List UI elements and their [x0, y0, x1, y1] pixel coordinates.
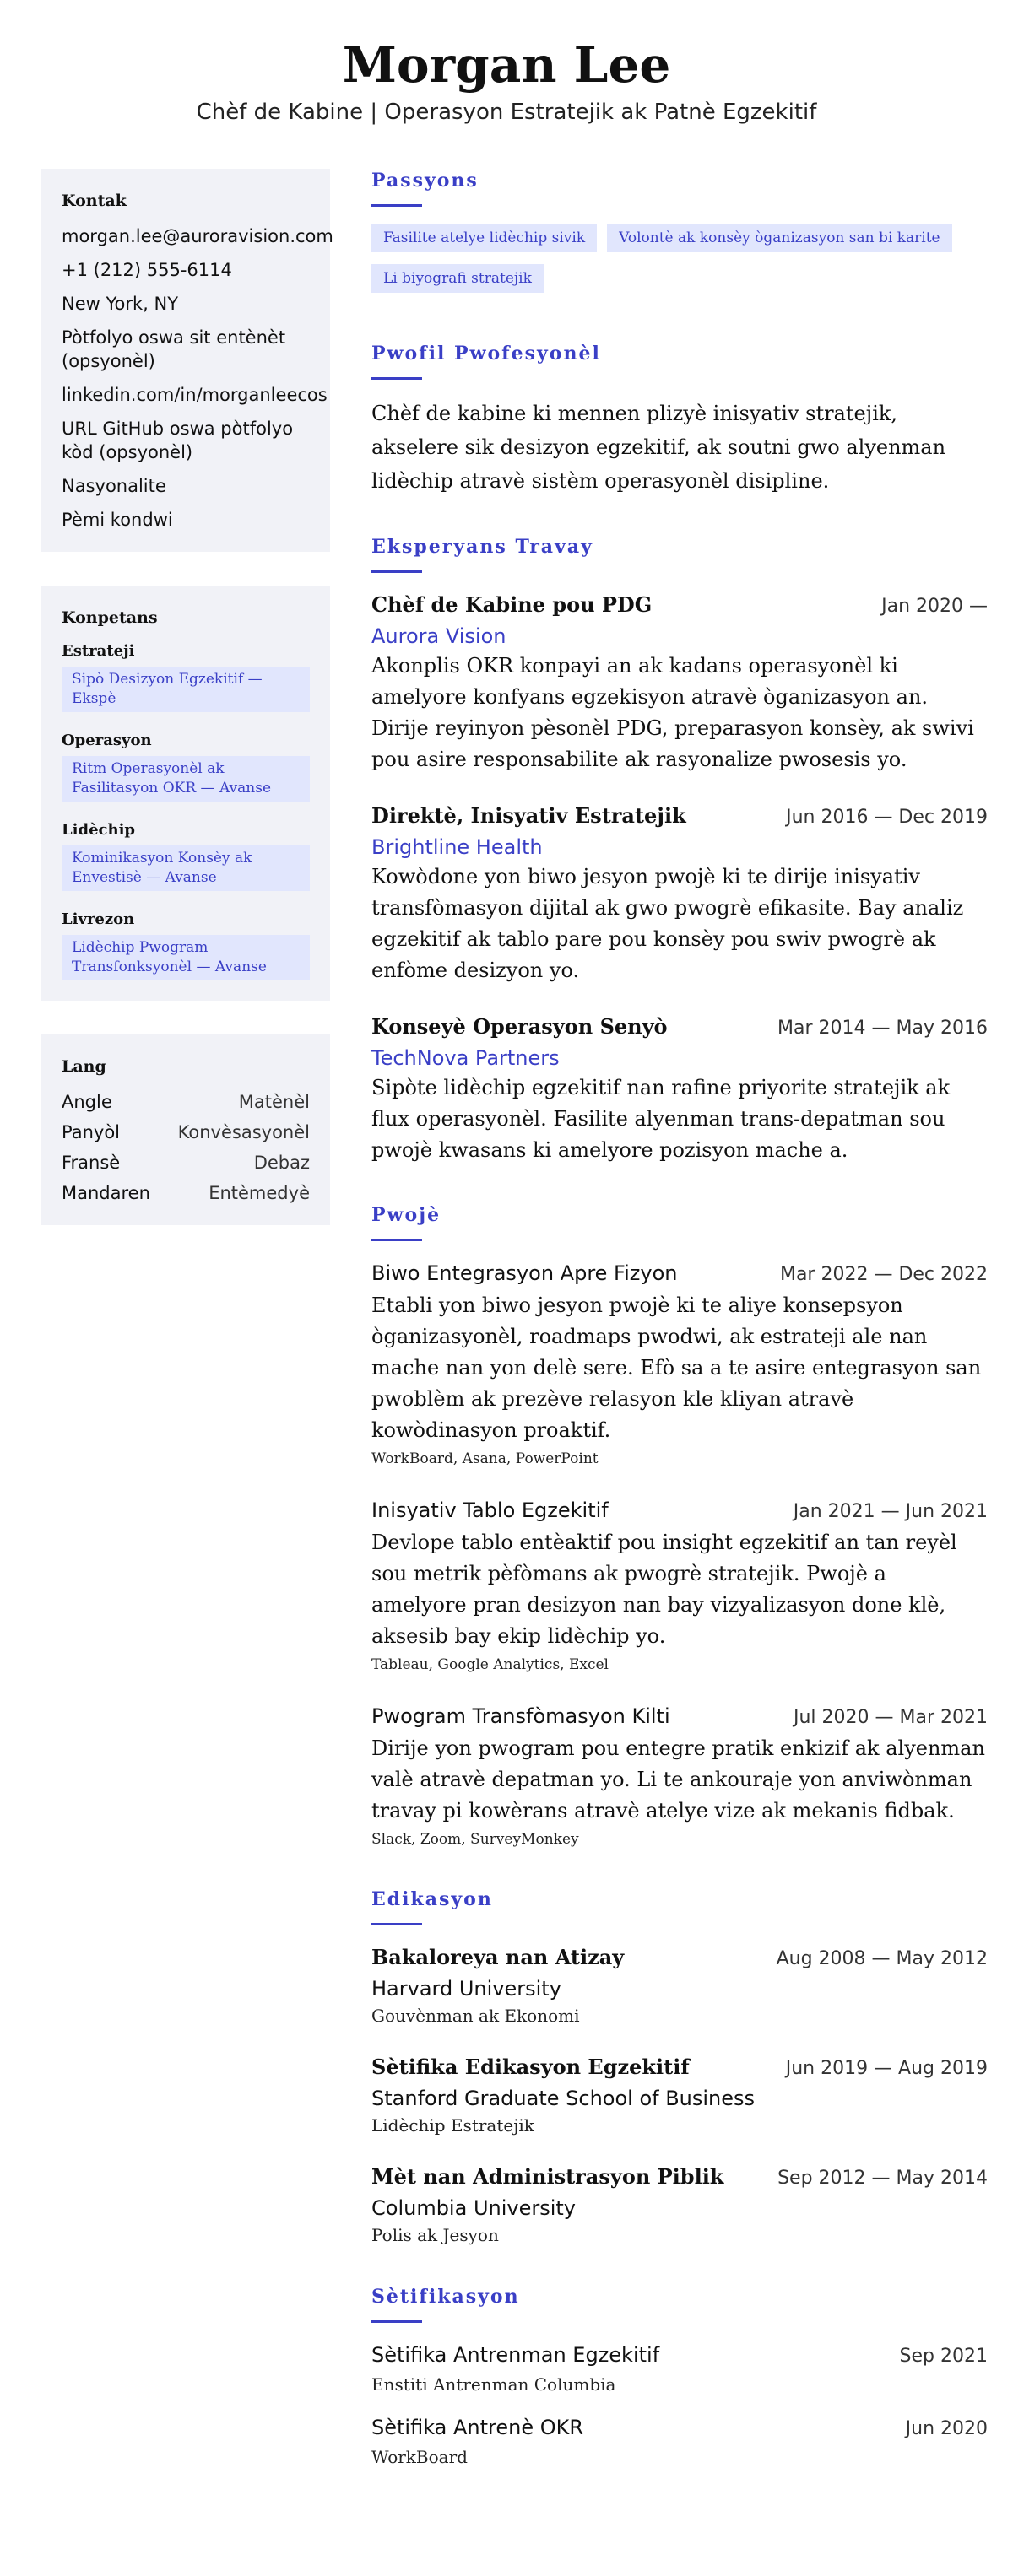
skills-card [41, 586, 330, 1001]
job-description: Akonplis OKR konpayi an ak kadans operasyonèl ki amelyore konfyans egzekisyon atravè òganizasyon an. Dirije reyinyon pèsonèl PDG, preparasyon konsèy, ak swivi pou asire responsabilite ak rasyonalize pwosesis yo. [371, 654, 974, 771]
skill-group-title: Lidèchip [62, 821, 136, 839]
contact-location: New York, NY [62, 294, 179, 314]
project-entry [371, 1495, 988, 1676]
skill-tag: Sipò Desizyon Egzekitif — Ekspè [62, 667, 310, 712]
project-name: Biwo Entegrasyon Apre Fizyon [371, 1261, 678, 1285]
section-divider [371, 2320, 422, 2323]
skill-group [62, 641, 310, 712]
contact-phone[interactable]: +1 (212) 555-6114 [62, 260, 232, 280]
education-entry [371, 2162, 988, 2248]
certification-issuer: WorkBoard [371, 2447, 468, 2467]
language-level: Konvèsasyonèl [177, 1122, 310, 1142]
job-description: Kowòdone yon biwo jesyon pwojè ki te dirije inisyativ transfòmasyon dijital ak gwo pwogrè efikasite. Bay analiz egzekitif ak tablo pare pou konsèy pou swiv pwogrè ak enfòme desizyon yo. [371, 865, 964, 982]
education-dates: Sep 2012 — May 2014 [777, 2168, 988, 2189]
project-tools: Tableau, Google Analytics, Excel [371, 1656, 609, 1673]
section-divider [371, 1923, 422, 1925]
skill-tag: Ritm Operasyonèl ak Fasilitasyon OKR — Avanse [62, 756, 310, 802]
project-dates: Mar 2022 — Dec 2022 [779, 1264, 988, 1285]
education-dates: Jun 2019 — Aug 2019 [785, 2058, 988, 2079]
certification-issuer: Enstiti Antrenman Columbia [371, 2374, 616, 2395]
section-title: Pwofil Pwofesyonèl [371, 343, 601, 365]
school-name: Stanford Graduate School of Business [371, 2087, 756, 2110]
job-title: Konseyè Operasyon Senyò [371, 1014, 668, 1039]
job-dates: Jun 2016 — Dec 2019 [786, 807, 988, 828]
skill-group-title: Livrezon [62, 910, 135, 928]
section-divider [371, 204, 422, 207]
candidate-headline: Chèf de Kabine | Operasyon Estratejik ak Patnè Egzekitif [196, 100, 817, 125]
contact-driving-permit: Pèmi kondwi [62, 510, 173, 530]
contact-github[interactable]: URL GitHub oswa pòtfolyo kòd (opsyonèl) [62, 419, 294, 462]
job-description: Sipòte lidèchip egzekitif nan rafine priyorite stratejik ak flux operasyonèl. Fasilite alyenman trans-depatman sou pwojè kwasans ki amelyore pozisyon mache a. [371, 1076, 951, 1162]
language-name: Mandaren [62, 1183, 150, 1203]
experience-entry [371, 590, 988, 775]
experience-section [371, 535, 988, 1166]
skill-group-title: Operasyon [62, 732, 152, 749]
language-row [62, 1090, 310, 1114]
language-name: Fransè [62, 1153, 121, 1173]
languages-card [41, 1034, 330, 1225]
resume-header [0, 0, 1013, 127]
skill-group [62, 820, 310, 891]
passion-tag: Li biyografi stratejik [371, 264, 544, 293]
degree-name: Mèt nan Administrasyon Piblik [371, 2164, 724, 2189]
entry-header [371, 801, 988, 833]
section-title: Eksperyans Travay [371, 536, 593, 558]
profile-summary: Chèf de kabine ki mennen plizyè inisyativ stratejik, akselere sik desizyon egzekitif, ak soutni gwo alyenman lidèchip atravè sistèm operasyonèl disipline. [371, 402, 946, 493]
section-divider [371, 1239, 422, 1241]
project-dates: Jul 2020 — Mar 2021 [793, 1707, 988, 1728]
company-name: Aurora Vision [371, 624, 506, 648]
project-tools: Slack, Zoom, SurveyMonkey [371, 1831, 579, 1848]
section-title: Pwojè [371, 1204, 441, 1226]
certification-entry [371, 2412, 988, 2470]
main-content [371, 169, 988, 2507]
education-dates: Aug 2008 — May 2012 [776, 1948, 988, 1969]
passion-tag: Fasilite atelye lidèchip sivik [371, 224, 597, 252]
language-row [62, 1181, 310, 1205]
passion-tag: Volontè ak konsèy òganizasyon san bi karite [607, 224, 951, 252]
sidebar [41, 169, 333, 1259]
degree-name: Bakaloreya nan Atizay [371, 1945, 625, 1969]
passions-section [371, 169, 988, 305]
experience-entry [371, 801, 988, 986]
project-entry [371, 1258, 988, 1470]
certification-entry [371, 2340, 988, 2397]
candidate-name: Morgan Lee [342, 36, 671, 94]
education-entry [371, 1942, 988, 2028]
language-row [62, 1151, 310, 1175]
certifications-section [371, 2285, 988, 2470]
entry-header [371, 2162, 988, 2194]
section-divider [371, 377, 422, 380]
section-title: Passyons [371, 170, 479, 192]
project-description: Etabli yon biwo jesyon pwojè ki te aliye konsepsyon òganizasyonèl, roadmaps pwodwi, ak estrateji ale nan mache nan yon delè sere. Efò sa a te asire entegrasyon san pwoblèm ak prezève relasyon kle kliyan atravè kowòdinasyon proaktif. [371, 1293, 982, 1442]
skill-group [62, 910, 310, 980]
profile-section [371, 342, 988, 498]
degree-name: Sètifika Edikasyon Egzekitif [371, 2055, 690, 2079]
experience-entry [371, 1012, 988, 1166]
entry-header [371, 1701, 988, 1733]
project-name: Pwogram Transfòmasyon Kilti [371, 1704, 670, 1728]
entry-header [371, 590, 988, 622]
section-divider [371, 570, 422, 573]
skill-group-title: Estrateji [62, 642, 135, 660]
job-title: Direktè, Inisyativ Estratejik [371, 803, 686, 828]
skill-tag: Kominikasyon Konsèy ak Envestisè — Avanse [62, 845, 310, 891]
project-description: Dirije yon pwogram pou entegre pratik enkizif ak alyenman valè atravè depatman yo. Li te ankouraje yon anviwònman travay pi kowèrans atravè atelye vize ak mekanis fidbak. [371, 1736, 985, 1823]
skills-title: Konpetans [62, 608, 158, 627]
contact-title: Kontak [62, 192, 127, 210]
languages-title: Lang [62, 1057, 106, 1076]
contact-linkedin[interactable]: linkedin.com/in/morganleecos [62, 385, 328, 405]
company-name: TechNova Partners [371, 1046, 560, 1070]
entry-header [371, 1012, 988, 1044]
language-row [62, 1121, 310, 1144]
contact-email[interactable]: morgan.lee@auroravision.com [62, 226, 333, 246]
job-dates: Jan 2020 — [881, 596, 988, 617]
school-name: Columbia University [371, 2196, 577, 2220]
project-entry [371, 1701, 988, 1850]
language-name: Panyòl [62, 1122, 121, 1142]
entry-header [371, 1258, 988, 1290]
job-dates: Mar 2014 — May 2016 [777, 1018, 988, 1039]
skill-group [62, 731, 310, 802]
job-title: Chèf de Kabine pou PDG [371, 592, 653, 617]
skill-tag: Lidèchip Pwogram Transfonksyonèl — Avanse [62, 935, 310, 980]
project-description: Devlope tablo entèaktif pou insight egzekitif an tan reyèl sou metrik pèfòmans ak pwogrè stratejik. Pwojè a amelyore pran desizyon nan bay vizyalizasyon done klè, aksesib bay ekip lidèchip yo. [371, 1531, 957, 1648]
education-section [371, 1887, 988, 2248]
entry-header [371, 2052, 988, 2084]
passion-list [371, 224, 988, 305]
section-title: Sètifikasyon [371, 2286, 520, 2308]
language-level: Debaz [253, 1153, 310, 1173]
project-dates: Jan 2021 — Jun 2021 [793, 1501, 988, 1522]
contact-portfolio[interactable]: Pòtfolyo oswa sit entènèt (opsyonèl) [62, 327, 286, 371]
language-level: Matènèl [238, 1092, 310, 1112]
education-entry [371, 2052, 988, 2138]
entry-header [371, 2340, 988, 2372]
language-name: Angle [62, 1092, 112, 1112]
contact-card [41, 169, 333, 552]
entry-header [371, 2412, 988, 2444]
entry-header [371, 1942, 988, 1974]
entry-header [371, 1495, 988, 1527]
language-level: Entèmedyè [209, 1183, 310, 1203]
contact-nationality: Nasyonalite [62, 476, 166, 496]
certification-date: Jun 2020 [905, 2418, 988, 2439]
certification-name: Sètifika Antrenè OKR [371, 2416, 584, 2439]
field-of-study: Polis ak Jesyon [371, 2225, 499, 2245]
project-name: Inisyativ Tablo Egzekitif [371, 1499, 609, 1522]
company-name: Brightline Health [371, 835, 543, 859]
project-tools: WorkBoard, Asana, PowerPoint [371, 1450, 599, 1467]
field-of-study: Gouvènman ak Ekonomi [371, 2006, 580, 2026]
field-of-study: Lidèchip Estratejik [371, 2115, 534, 2136]
certification-name: Sètifika Antrenman Egzekitif [371, 2343, 660, 2367]
projects-section [371, 1203, 988, 1850]
section-title: Edikasyon [371, 1888, 493, 1910]
school-name: Harvard University [371, 1977, 561, 2001]
certification-date: Sep 2021 [899, 2346, 988, 2367]
